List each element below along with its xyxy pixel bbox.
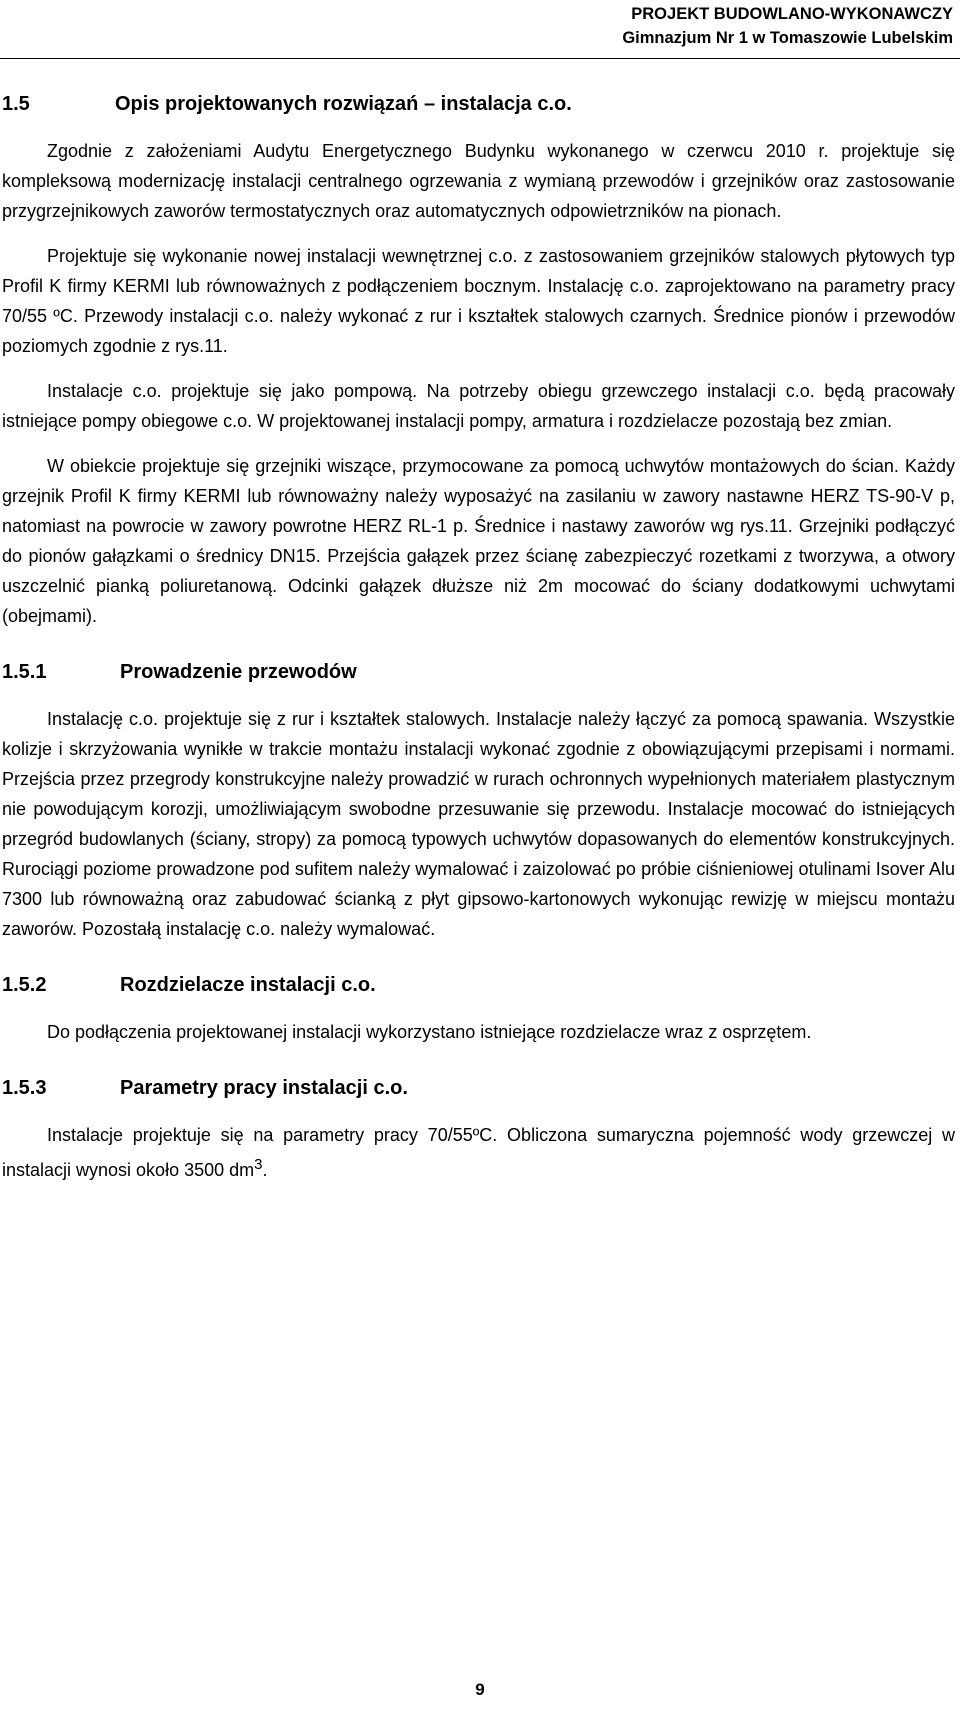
- subsection-heading-piping: [2, 655, 955, 689]
- subsection-title: Prowadzenie przewodów: [120, 661, 357, 683]
- subsection-title: Rozdzielacze instalacji c.o.: [120, 974, 376, 996]
- parameters-suffix: .: [262, 1160, 268, 1180]
- unit-superscript: 3: [254, 1156, 263, 1173]
- subsection-number: 1.5.1: [2, 661, 47, 683]
- parameters-text: Instalacje projektuje się na parametry pracy 70/55ºC. Obliczona sumaryczna pojemność wody grzewczej w instalacji wynosi około 3500 dm: [2, 1125, 955, 1180]
- paragraph-radiators: W obiekcie projektuje się grzejniki wiszące, przymocowane za pomocą uchwytów montażowych do ścian. Każdy grzejnik Profil K firmy KERMI lub równoważny należy wyposażyć na zasilaniu w zawory nastawne HERZ TS-90-V p, natomiast na powrocie w zawory powrotne HERZ RL-1 p. Średnice i nastawy zaworów wg rys.11. Grzejniki podłączyć do pionów gałązkami o średnicy DN15. Przejścia gałązek przez ścianę zabezpieczyć rozetkami z tworzywa, a otwory uszczelnić pianką poliuretanową. Odcinki gałązek dłuższe niż 2m mocować do ściany dodatkowymi uchwytami (obejmami).: [2, 456, 955, 626]
- page-number: 9: [475, 1680, 485, 1699]
- paragraph-pumps: Instalacje c.o. projektuje się jako pompową. Na potrzeby obiegu grzewczego instalacji c.o. będą pracowały istniejące pompy obiegowe c.o. W projektowanej instalacji pompy, armatura i rozdzielacze pozostają bez zmian.: [2, 381, 955, 431]
- paragraph-new-installation: Projektuje się wykonanie nowej instalacji wewnętrznej c.o. z zastosowaniem grzejników stalowych płytowych typ Profil K firmy KERMI lub równoważnych z podłączeniem bocznym. Instalację c.o. zaprojektowano na parametry pracy 70/55 ºC. Przewody instalacji c.o. należy wykonać z rur i kształtek stalowych czarnych. Średnice pionów i przewodów poziomych zgodnie z rys.11.: [2, 246, 955, 356]
- paragraph-piping: Instalację c.o. projektuje się z rur i kształtek stalowych. Instalacje należy łączyć za pomocą spawania. Wszystkie kolizje i skrzyżowania wynikłe w trakcie montażu instalacji wykonać zgodnie z obowiązującymi przepisami i normami. Przejścia przez przegrody konstrukcyjne należy prowadzić w rurach ochronnych wypełnionych materiałem plastycznym nie powodującym korozji, umożliwiającym swobodne przesuwanie się przewodu. Instalacje mocować do istniejących przegród budowlanych (ściany, stropy) za pomocą typowych uchwytów dopasowanych do elementów konstrukcyjnych. Rurociągi poziome prowadzone pod sufitem należy wymalować i zaizolować po próbie ciśnieniowej otulinami Isover Alu 7300 lub równoważną oraz zabudować ścianką z płyt gipsowo-kartonowych wykonując rewizję w miejscu montażu zaworów. Pozostałą instalację c.o. należy wymalować.: [2, 709, 955, 939]
- section-number: 1.5: [2, 93, 30, 115]
- subsection-heading-distributors: [2, 968, 955, 1002]
- subsection-number: 1.5.2: [2, 974, 47, 996]
- subsection-heading-parameters: [2, 1071, 955, 1105]
- document-header: [622, 2, 953, 50]
- paragraph-intro: Zgodnie z założeniami Audytu Energetycznego Budynku wykonanego w czerwcu 2010 r. projektuje się kompleksową modernizację instalacji centralnego ogrzewania z wymianą przewodów i grzejników oraz zastosowanie przygrzejnikowych zaworów termostatycznych oraz automatycznych odpowietrzników na pionach.: [2, 141, 955, 221]
- header-divider: [0, 58, 960, 59]
- paragraph-distributors: Do podłączenia projektowanej instalacji wykorzystano istniejące rozdzielacze wraz z osprzętem.: [47, 1022, 812, 1042]
- header-building-name: Gimnazjum Nr 1 w Tomaszowie Lubelskim: [622, 29, 953, 47]
- header-project-title: PROJEKT BUDOWLANO-WYKONAWCZY: [631, 5, 953, 23]
- subsection-number: 1.5.3: [2, 1077, 47, 1099]
- subsection-title: Parametry pracy instalacji c.o.: [120, 1077, 408, 1099]
- paragraph-parameters: [2, 1120, 955, 1185]
- document-body: [2, 87, 955, 1200]
- section-heading: [2, 87, 955, 121]
- section-title: Opis projektowanych rozwiązań – instalacja c.o.: [115, 93, 572, 115]
